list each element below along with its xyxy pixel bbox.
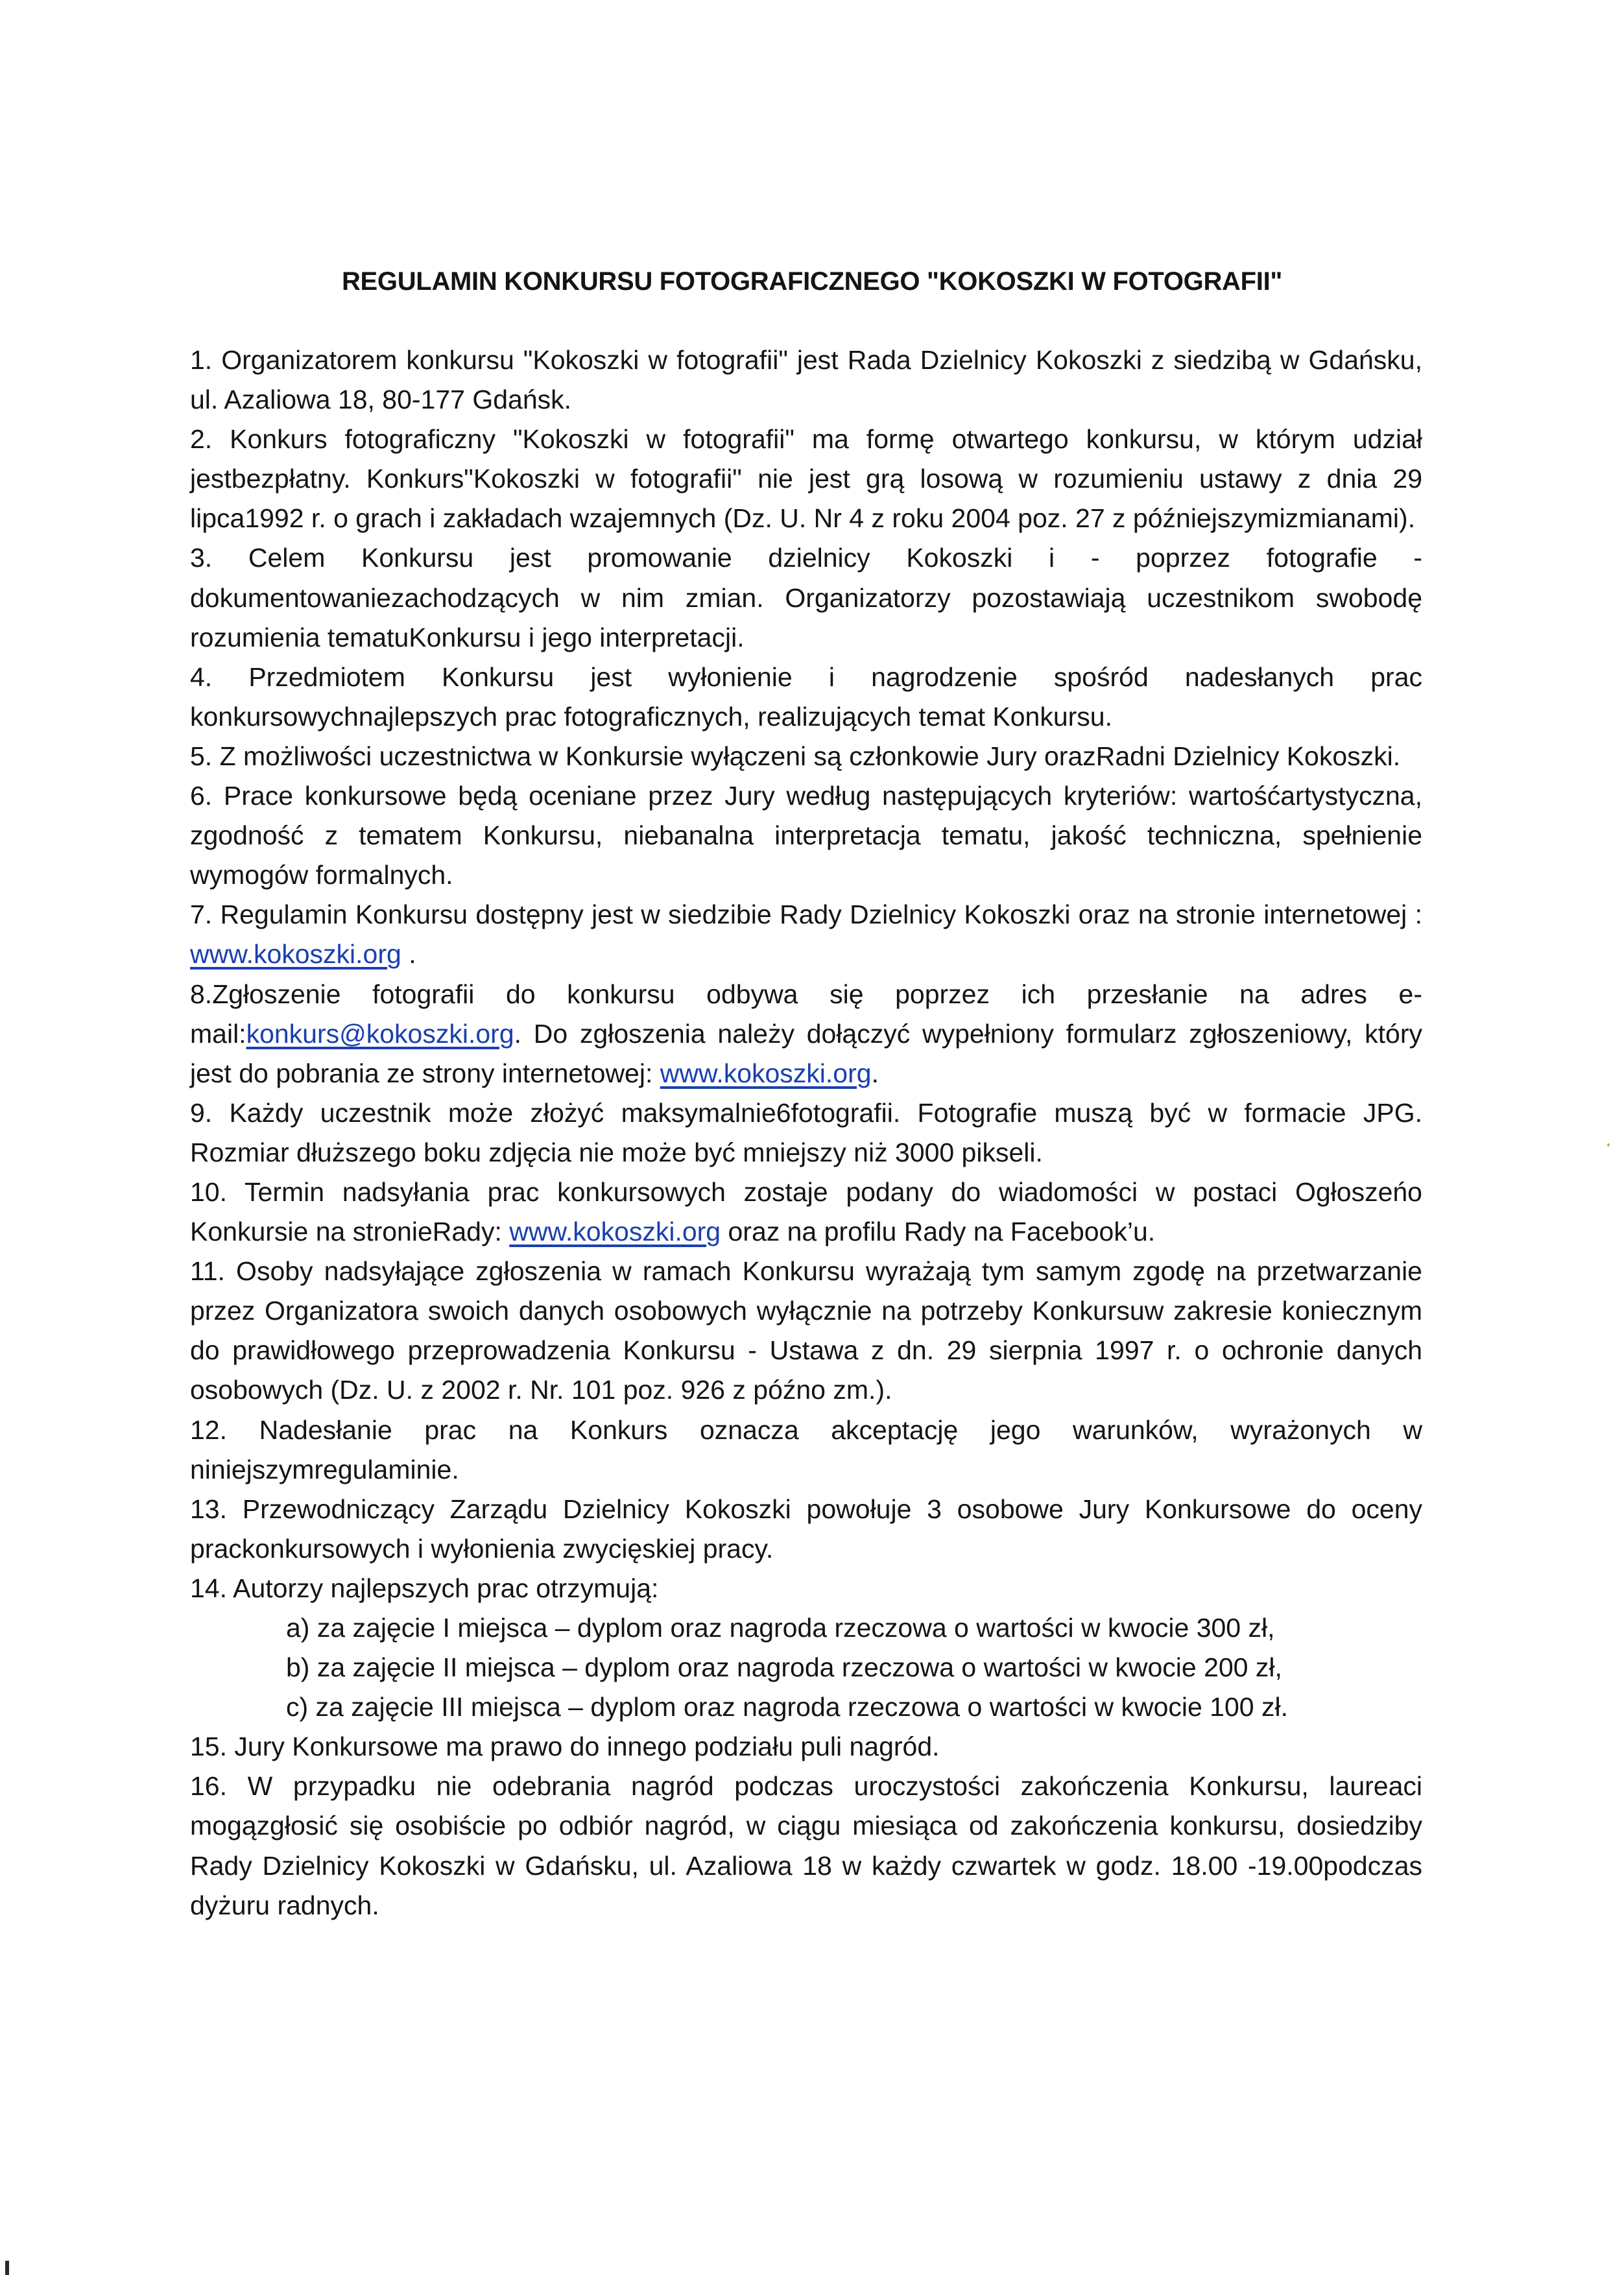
paragraph-7 — [190, 895, 1422, 974]
paragraph-9: 9. Każdy uczestnik może złożyć maksymalnie6fotografii. Fotografie muszą być w formacie JPG. Rozmiar dłuższego boku zdjęcia nie może być mniejszy niż 3000 pikseli. — [190, 1097, 1422, 1167]
prize-item-first: a) za zajęcie I miejsca – dyplom oraz nagroda rzeczowa o wartości w kwocie 300 zł, — [286, 1613, 1275, 1643]
paragraph-14: 14. Autorzy najlepszych prac otrzymują: — [190, 1573, 659, 1603]
paragraph-3: 3. Celem Konkursu jest promowanie dzielnicy Kokoszki i - poprzez fotografie - dokumentowaniezachodzących w nim zmian. Organizatorzy pozostawiają uczestnikom swobodę rozumienia tematuKonkursu i jego interpretacji. — [190, 543, 1422, 652]
paragraph-10 — [190, 1173, 1422, 1252]
email-link[interactable]: konkurs@kokoszki.org — [246, 1018, 514, 1049]
paragraph-5: 5. Z możliwości uczestnictwa w Konkursie wyłączeni są członkowie Jury orazRadni Dzielnicy Kokoszki. — [190, 741, 1401, 771]
paragraph-15: 15. Jury Konkursowe ma prawo do innego podziału puli nagród. — [190, 1732, 940, 1762]
paragraph-1: 1. Organizatorem konkursu "Kokoszki w fotografii" jest Rada Dzielnicy Kokoszki z siedzibą w Gdańsku, ul. Azaliowa 18, 80-177 Gdańsk. — [190, 345, 1422, 415]
paragraph-7-end: . — [401, 939, 416, 970]
paragraph-11: 11. Osoby nadsyłające zgłoszenia w ramach Konkursu wyrażają tym samym zgodę na przetwarzanie przez Organizatora swoich danych osobowych wyłącznie na potrzeby Konkursuw zakresie koniecznym do prawidłowego przeprowadzenia Konkursu - Ustawa z dn. 29 sierpnia 1997 r. o ochronie danych osobowych (Dz. U. z 2002 r. Nr. 101 poz. 926 z późno zm.). — [190, 1256, 1422, 1405]
prize-item-third: c) za zajęcie III miejsca – dyplom oraz nagroda rzeczowa o wartości w kwocie 100 zł. — [286, 1692, 1288, 1722]
paragraph-12: 12. Nadesłanie prac na Konkurs oznacza akceptację jego warunków, wyrażonych w niniejszymregulaminie. — [190, 1414, 1422, 1484]
paragraph-10-text: 10. Termin nadsyłania prac konkursowych zostaje podany do wiadomości w postaci Ogłoszeńo Konkursie na stronieRady: — [190, 1176, 1422, 1247]
scan-edge-mark — [5, 2261, 9, 2275]
prize-item-second: b) za zajęcie II miejsca – dyplom oraz nagroda rzeczowa o wartości w kwocie 200 zł, — [286, 1652, 1282, 1683]
paragraph-8-middle: . Do zgłoszenia należy dołączyć wypełniony formularz zgłoszeniowy, który jest do pobrania ze strony internetowej: — [190, 1018, 1422, 1088]
paragraph-8-text: 8.Zgłoszenie fotografii do konkursu odbywa się poprzez ich przesłanie na adres e-mail: — [190, 979, 1422, 1049]
paragraph-10-end: oraz na profilu Rady na Facebook’u. — [721, 1217, 1156, 1247]
paragraph-4: 4. Przedmiotem Konkursu jest wyłonienie i nagrodzenie spośród nadesłanych prac konkursowychnajlepszych prac fotograficznych, realizujących temat Konkursu. — [190, 661, 1422, 732]
scan-speck — [1607, 1143, 1610, 1147]
paragraph-6: 6. Prace konkursowe będą oceniane przez Jury według następujących kryteriów: wartośćartystyczna, zgodność z tematem Konkursu, niebanalna interpretacja tematu, jakość techniczna, spełnienie wymogów formalnych. — [190, 781, 1422, 890]
paragraph-13: 13. Przewodniczący Zarządu Dzielnicy Kokoszki powołuje 3 osobowe Jury Konkursowe do oceny prackonkursowych i wyłonienia zwycięskiej pracy. — [190, 1494, 1422, 1564]
paragraph-7-text: 7. Regulamin Konkursu dostępny jest w siedzibie Rady Dzielnicy Kokoszki oraz na stronie internetowej : — [190, 899, 1422, 930]
paragraph-2: 2. Konkurs fotograficzny "Kokoszki w fotografii" ma formę otwartego konkursu, w którym udział jestbezpłatny. Konkurs"Kokoszki w fotografii" nie jest grą losową w rozumieniu ustawy z dnia 29 lipca1992 r. o grach i zakładach wzajemnych (Dz. U. Nr 4 z roku 2004 poz. 27 z późniejszymizmianami). — [190, 424, 1422, 534]
paragraph-8 — [190, 975, 1422, 1093]
website-link[interactable]: www.kokoszki.org — [190, 939, 401, 970]
website-link[interactable]: www.kokoszki.org — [660, 1058, 872, 1088]
document-body — [190, 340, 1422, 1925]
document-title: REGULAMIN KONKURSU FOTOGRAFICZNEGO "KOKOSZKI W FOTOGRAFII" — [341, 267, 1283, 296]
website-link[interactable]: www.kokoszki.org — [509, 1217, 721, 1247]
paragraph-16: 16. W przypadku nie odebrania nagród podczas uroczystości zakończenia Konkursu, laureaci mogązgłosić się osobiście po odbiór nagród, w ciągu miesiąca od zakończenia konkursu, dosiedziby Rady Dzielnicy Kokoszki w Gdańsku, ul. Azaliowa 18 w każdy czwartek w godz. 18.00 -19.00podczas dyżuru radnych. — [190, 1771, 1422, 1920]
paragraph-8-end: . — [871, 1058, 879, 1088]
